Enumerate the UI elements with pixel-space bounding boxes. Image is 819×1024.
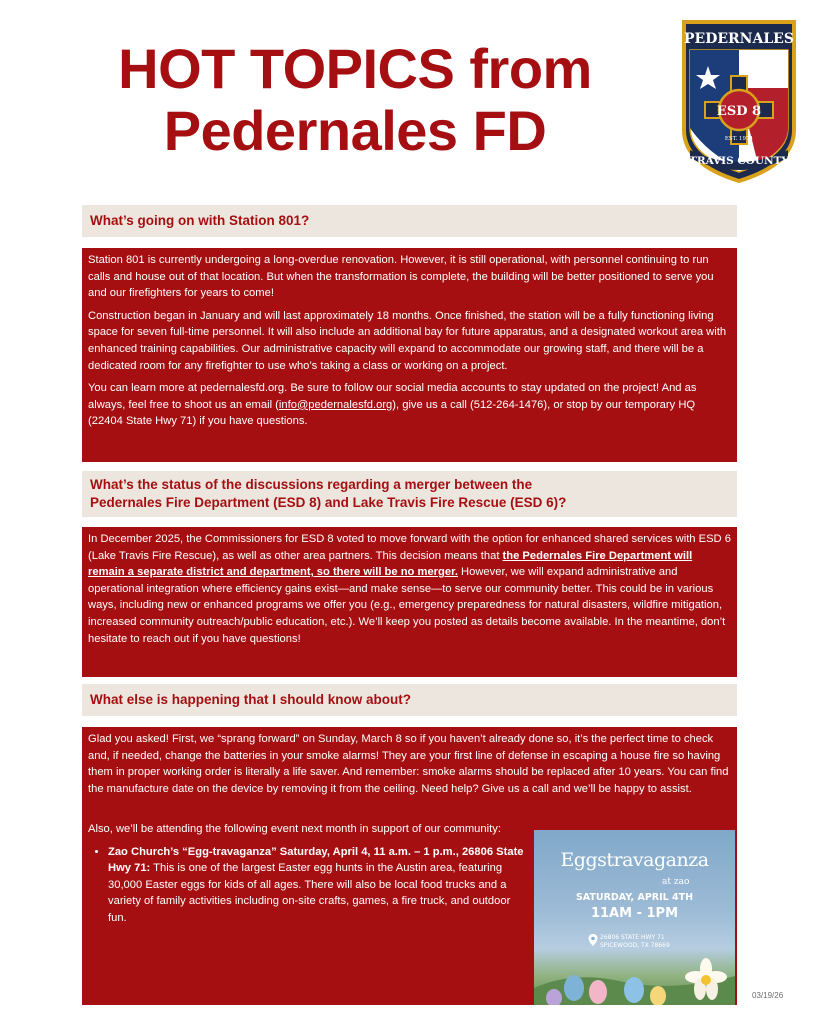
page-title-line1: HOT TOPICS from [118, 37, 592, 100]
q2-heading-text [90, 476, 566, 512]
page-title [60, 38, 650, 162]
q1-paragraph-3 [88, 380, 731, 430]
q3-event-column [88, 821, 528, 927]
page-title-line2: Pedernales FD [163, 99, 547, 162]
easter-eggs-flower-illustration [534, 958, 735, 1005]
q1-panel [82, 248, 737, 462]
q1-p3-text-b: ), give us a call (512-264-1476), or stop by our temporary HQ (22404 State Hwy 71) if you have questions. [88, 398, 696, 428]
q3-heading-text: What else is happening that I should know about? [90, 692, 412, 707]
q2-text-a: In December 2025, the Commissioners for ESD 8 voted to move forward with the option for enhanced shared services with ESD 6 (Lake Travis Fire Rescue), as well as other area partners. This decision means that [88, 533, 731, 562]
esd8-logo [678, 18, 800, 184]
poster-address [600, 934, 670, 950]
q2-heading [82, 471, 737, 517]
logo-est-text: EST. 1974 [724, 136, 754, 142]
logo-center-text: ESD 8 [716, 104, 762, 119]
event-poster [534, 830, 735, 1005]
q1-p3-text-a: You can learn more at pedernalesfd.org. Be sure to follow our social media accounts to stay updated on the project! And as always, feel free to shoot us an email ( [88, 382, 697, 411]
event-description: This is one of the largest Easter egg hunts in the Austin area, featuring 30,000 Easter eggs for kids of all ages. There will also be local food trucks and a variety of family activities including on-site crafts, games, a fire truck, and outdoor fun. [108, 862, 511, 924]
logo-top-text: PEDERNALES [684, 31, 794, 47]
poster-date: SATURDAY, APRIL 4TH [575, 892, 694, 903]
q1-heading [82, 205, 737, 237]
poster-title: Eggstravaganza [560, 849, 709, 871]
q3-heading [82, 684, 737, 716]
logo-bottom-text: TRAVIS COUNTY [689, 155, 789, 167]
event-list [88, 844, 528, 927]
event-item [108, 844, 528, 927]
q1-paragraph-1: Station 801 is currently undergoing a long-overdue renovation. However, it is still operational, with personnel continuing to run calls and house out of that location. But when the transformation is complete, the building will be better positioned to serve you and our firefighters for years to come! [88, 254, 714, 300]
q2-heading-line1: What’s the status of the discussions regarding a merger between the [90, 477, 533, 492]
poster-address-line2: SPICEWOOD, TX 78669 [600, 942, 670, 949]
q2-panel [82, 527, 737, 677]
q2-highlight: the Pedernales Fire Department will remain a separate district and department, so there will be no merger. [88, 549, 693, 579]
poster-subtitle: at zao [662, 877, 690, 887]
event-title: Zao Church’s “Egg-travaganza” Saturday, April 4, 11 a.m. – 1 p.m., 26806 State Hwy 71: [108, 845, 524, 875]
q2-text-b: However, we will expand administrative and operational integration where efficiency gains exist—and make sense—to serve our community better. This could be in various ways, including new or enhanced programs we offer you (e.g., emergency preparedness for natural disasters, wildfire mitigation, increased community outreach/public education, etc.). We’ll keep you posted as details become available. In the meantime, don’t hesitate to reach out if you have questions! [88, 566, 726, 645]
q3-paragraph-2: Also, we’ll be attending the following event next month in support of our community: [88, 823, 501, 835]
email-link[interactable]: info@pedernalesfd.org [278, 398, 393, 411]
q1-paragraph-2: Construction began in January and will last approximately 18 months. Once finished, the station will be a fully functioning living space for seven full-time personnel. It will also include an additional bay for future apparatus, and a designated workout area with enhanced training capabilities. Our administrative capacity will expand to accommodate our growing staff, and there will be a dedicated room for any firefighter to use who’s taking a class or working on a project. [88, 309, 727, 372]
date-stamp: 03/19/26 [752, 991, 784, 1000]
q1-heading-text: What’s going on with Station 801? [90, 213, 310, 228]
poster-address-line1: 26806 STATE HWY 71 [600, 934, 665, 941]
q2-paragraph [88, 531, 731, 647]
q3-panel [82, 727, 737, 1005]
location-pin-icon [588, 934, 598, 946]
poster-time: 11AM - 1PM [590, 906, 679, 921]
q2-heading-line2: Pedernales Fire Department (ESD 8) and Lake Travis Fire Rescue (ESD 6)? [90, 495, 567, 510]
q3-paragraph-1: Glad you asked! First, we “sprang forward” on Sunday, March 8 so if you haven’t already done so, it’s the perfect time to check and, if needed, change the batteries in your smoke alarms! They are your first line of defense in escaping a house fire so having them in proper working order is literally a life saver. And remember: smoke alarms should be replaced after 10 years. You can find the manufacture date on the device by removing it from the ceiling. Need help? Give us a call and we’ll be happy to assist. [88, 733, 729, 795]
